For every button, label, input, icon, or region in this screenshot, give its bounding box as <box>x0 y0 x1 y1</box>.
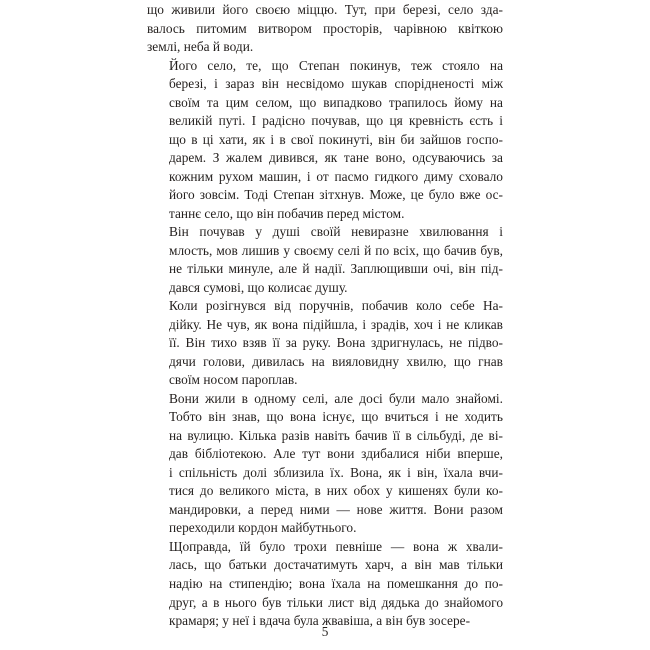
text-line: крамаря; у неї і вдача була жвавіша, а він був зосере- <box>169 613 471 629</box>
text-line: Його село, те, що Степан покинув, теж стояло на <box>169 57 503 73</box>
text-line: її. Він тихо взяв її за руку. Вона здригнулась, не підво- <box>169 335 503 351</box>
text-line: таннє село, що він побачив перед містом. <box>169 205 405 221</box>
text-line: березі, і зараз він несвідомо шукав спорідненості між <box>169 76 503 92</box>
text-line: що живили його своєю міццю. Тут, при березі, село зда- <box>147 2 503 17</box>
text-line: Тобто він знав, що вона існує, що вчиться і не ходить <box>169 409 503 425</box>
text-line: кожним рухом машин, і от пасмо гидкого диму сховало <box>169 168 503 184</box>
text-line: дячи голови, дивилась на вияловидну хвилю, що гнав <box>169 353 503 369</box>
text-line: землі, неба й води. <box>147 39 254 55</box>
text-line: дійку. Не чув, як вона підійшла, і зрадів, хоч і не кликав <box>169 316 503 332</box>
text-line: тися до великого міста, в них обох у кишенях були ко- <box>169 483 503 499</box>
page-number: 5 <box>321 624 329 639</box>
text-line: не тільки минуле, але й надії. Заплющивши очі, він під- <box>169 261 503 277</box>
text-line: своїм та цим селом, що випадково трапилось йому на <box>169 94 503 110</box>
text-line: на вулицю. Кілька разів навіть бачив її в сільбуді, де ві- <box>169 427 503 443</box>
text-line: і спільність долі зблизила їх. Вона, як і він, їхала вчи- <box>169 464 503 480</box>
text-line: своїм носом пароплав. <box>169 372 298 388</box>
text-line: Коли розігнувся від поручнів, побачив коло себе На- <box>169 298 503 314</box>
text-line: надію на стипендію; вона їхала на помешкання до по- <box>169 575 503 591</box>
text-line: мандировки, а перед ними — нове життя. Вони разом <box>169 501 503 517</box>
text-line: його зовсім. Тоді Степан зітхнув. Може, це було вже ос- <box>169 187 503 203</box>
text-line: переходили кордон майбутнього. <box>169 520 357 536</box>
text-column <box>147 1 503 631</box>
text-line: дав бібліотекою. Але тут вони здибалися ніби вперше, <box>169 446 503 462</box>
paragraph <box>147 57 503 224</box>
text-line: Щоправда, їй було трохи певніше — вона ж хвали- <box>169 538 503 554</box>
text-line: що в ці хати, як і в свої покинуті, він би зайшов госпо- <box>169 131 503 147</box>
paragraph <box>147 223 503 297</box>
text-line: друг, а в нього був тільки лист від дядька до знайомого <box>169 594 503 610</box>
text-line: Вони жили в одному селі, але досі були мало знайомі. <box>169 390 503 406</box>
paragraph <box>147 297 503 390</box>
text-line: Він почував у душі своїй невиразне хвилювання і <box>169 224 503 240</box>
text-line: дався сумові, що колисає душу. <box>169 279 348 295</box>
text-line: валось питомим витвором просторів, чарівною квіткою <box>147 20 503 36</box>
text-line: млость, мов лишив у своєму селі й по всіх, що бачив був, <box>169 242 503 258</box>
text-line: великій путі. І радісно почував, що ця кревність єсть і <box>169 113 503 129</box>
text-line: дарем. З жалем дивився, як тане воно, одсуваючись за <box>169 150 503 166</box>
paragraph <box>147 390 503 538</box>
paragraph <box>147 1 503 57</box>
paragraph <box>147 538 503 631</box>
text-line: лась, що батьки достачатимуть харч, а він мав тільки <box>169 557 503 573</box>
